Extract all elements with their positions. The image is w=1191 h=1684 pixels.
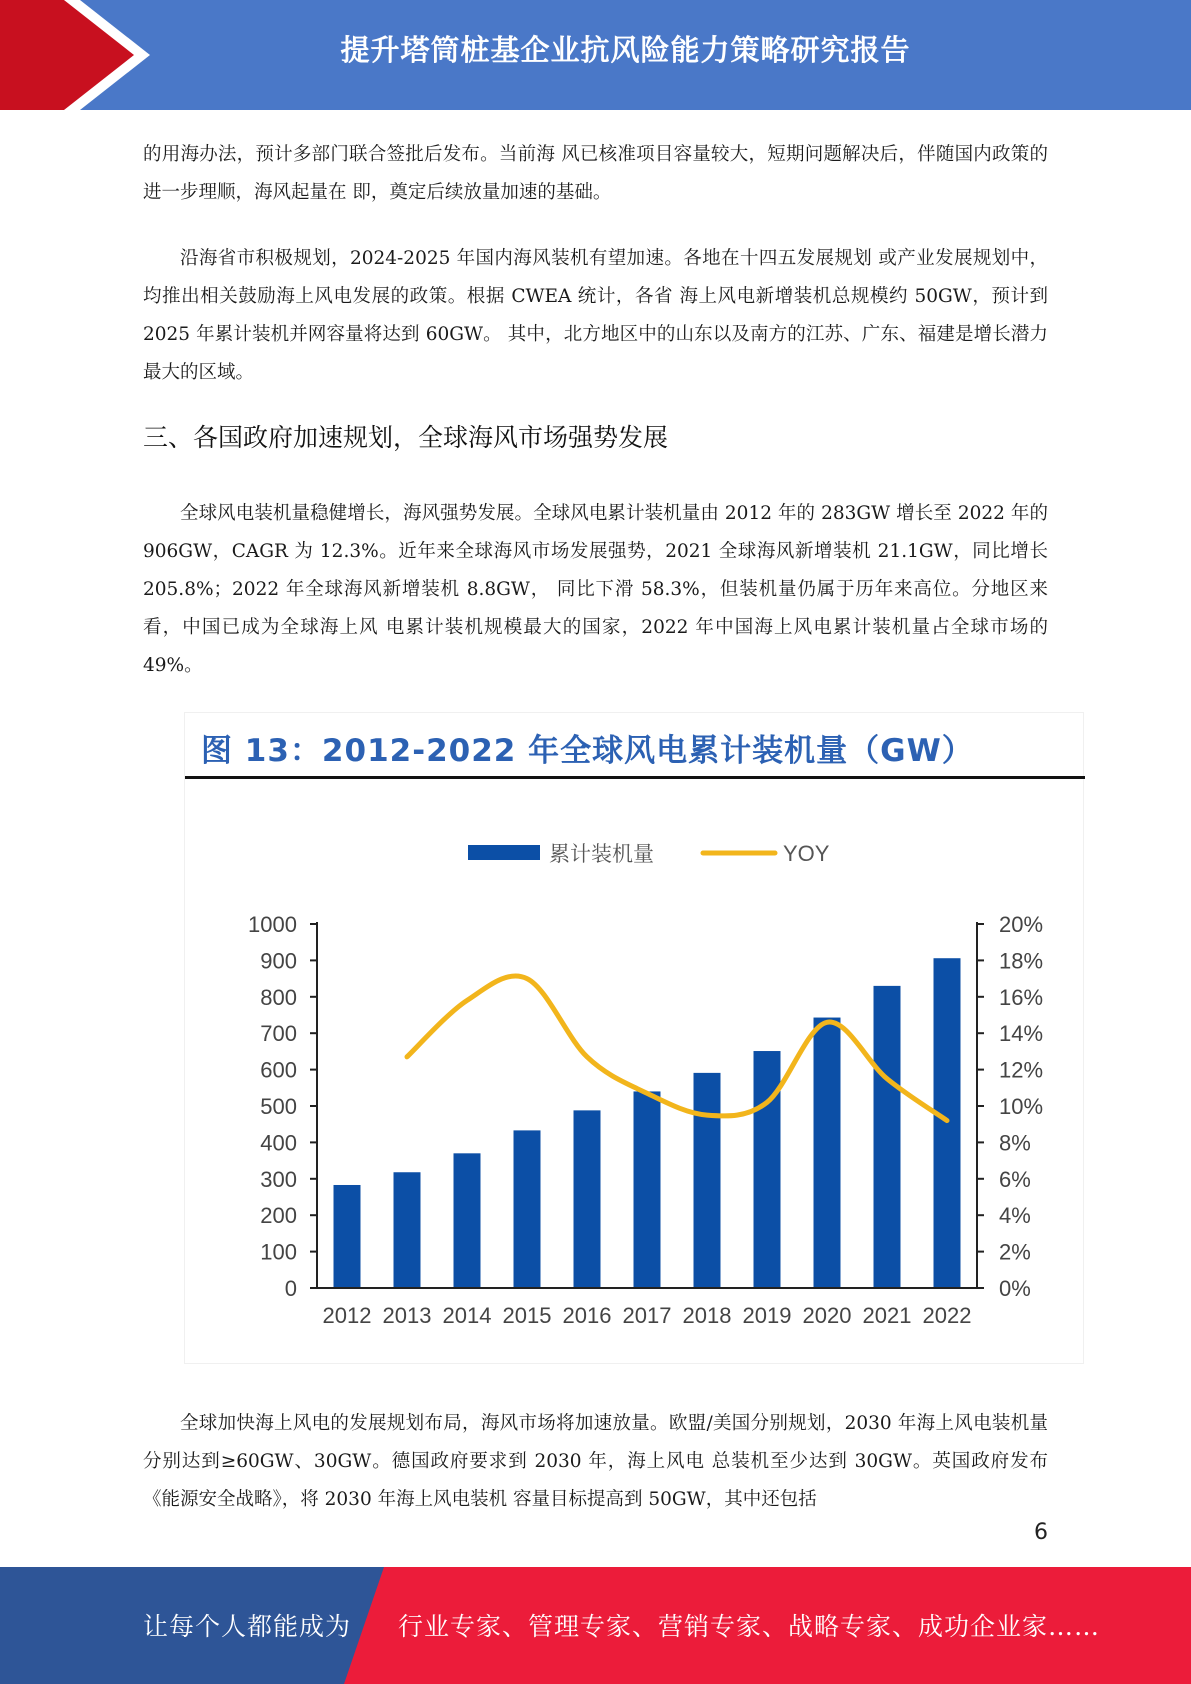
bar-2016	[574, 1110, 601, 1288]
y-left-tick-label-400: 400	[260, 1130, 297, 1156]
y-left-tick-label-100: 100	[260, 1239, 297, 1265]
y-left-tick-label-900: 900	[260, 948, 297, 974]
bar-2013	[394, 1172, 421, 1288]
bar-2020	[814, 1018, 841, 1288]
bar-2018	[694, 1073, 721, 1288]
report-title: 提升塔筒桩基企业抗风险能力策略研究报告	[340, 33, 911, 67]
figure-title-rule	[185, 776, 1085, 779]
legend-label-line: YOY	[783, 841, 830, 866]
y-right-tick-label-0: 0%	[999, 1276, 1031, 1301]
y-left-tick-label-800: 800	[260, 984, 297, 1010]
x-tick-label-2022: 2022	[922, 1303, 972, 1328]
y-right-tick-label-4: 4%	[999, 1203, 1031, 1229]
x-tick-label-2016: 2016	[562, 1303, 612, 1328]
y-right-tick-label-2: 2%	[999, 1239, 1031, 1265]
y-left-tick-label-0: 0	[284, 1276, 297, 1301]
yoy-line	[407, 976, 947, 1121]
y-left-tick-label-500: 500	[260, 1094, 297, 1119]
bar-2022	[934, 958, 961, 1288]
wind-capacity-chart	[185, 783, 1085, 1363]
bar-2015	[514, 1130, 541, 1288]
footer-slogan-left: 让每个人都能成为	[143, 1612, 352, 1641]
figure-13	[184, 712, 1084, 1364]
y-right-tick-label-10: 10%	[999, 1094, 1044, 1119]
x-tick-label-2021: 2021	[862, 1303, 912, 1328]
paragraph-3: 全球风电装机量稳健增长，海风强势发展。全球风电累计装机量由 2012 年的 283GW 增长至 2022 年的 906GW，CAGR 为 12.3%。近年来全球海风市场发展强势，2021 全球海风新增装机 21.1GW，同比增长 205.8%；2022 年全球海风新增装机 8.8GW， 同比下滑 58.3%，但装机量仍属于历年来高位。分地区来看，中国已成为全球海上风 电累计装机规模最大的国家，2022 年中国海上风电累计装机量占全球市场的 49%。	[143, 503, 1048, 676]
x-tick-label-2019: 2019	[742, 1303, 792, 1328]
figure-title: 图 13：2012-2022 年全球风电累计装机量（GW）	[201, 733, 974, 769]
y-right-tick-label-18: 18%	[999, 948, 1044, 974]
y-left-tick-label-200: 200	[260, 1203, 297, 1229]
y-left-tick-label-600: 600	[260, 1057, 297, 1083]
page-footer	[0, 1567, 1191, 1684]
bar-2017	[634, 1091, 661, 1288]
x-tick-label-2014: 2014	[442, 1303, 492, 1328]
footer-slogan-right: 行业专家、管理专家、营销专家、战略专家、成功企业家……	[398, 1612, 1101, 1641]
x-tick-label-2020: 2020	[802, 1303, 852, 1328]
y-left-tick-label-700: 700	[260, 1021, 297, 1047]
x-tick-label-2017: 2017	[622, 1303, 672, 1328]
y-right-tick-label-6: 6%	[999, 1166, 1031, 1192]
y-left-tick-label-300: 300	[260, 1166, 297, 1192]
bar-2021	[874, 986, 901, 1288]
y-right-tick-label-16: 16%	[999, 984, 1044, 1010]
bar-2012	[334, 1185, 361, 1288]
page-number: 6	[1034, 1520, 1048, 1545]
legend-swatch-bar	[468, 845, 540, 860]
y-left-tick-label-1000: 1000	[248, 912, 297, 937]
x-tick-label-2018: 2018	[682, 1303, 732, 1328]
bar-2014	[454, 1153, 481, 1288]
x-tick-label-2015: 2015	[502, 1303, 552, 1328]
paragraph-1: 的用海办法，预计多部门联合签批后发布。当前海 风已核准项目容量较大，短期问题解决后，伴随国内政策的进一步理顺，海风起量在 即，奠定后续放量加速的基础。	[143, 144, 1048, 203]
paragraph-4: 全球加快海上风电的发展规划布局，海风市场将加速放量。欧盟/美国分别规划，2030 年海上风电装机量分别达到≥60GW、30GW。德国政府要求到 2030 年，海上风电 总装机至少达到 30GW。英国政府发布《能源安全战略》，将 2030 年海上风电装机 容量目标提高到 50GW，其中还包括	[143, 1413, 1048, 1510]
section-heading: 三、各国政府加速规划，全球海风市场强势发展	[143, 423, 669, 452]
legend-label-bar: 累计装机量	[549, 843, 654, 866]
paragraph-2: 沿海省市积极规划，2024-2025 年国内海风装机有望加速。各地在十四五发展规划 或产业发展规划中，均推出相关鼓励海上风电发展的政策。根据 CWEA 统计，各省 海上风电新增装机总规模约 50GW，预计到 2025 年累计装机并网容量将达到 60GW。 其中，北方地区中的山东以及南方的江苏、广东、福建是增长潜力最大的区域。	[143, 248, 1048, 383]
y-right-tick-label-20: 20%	[999, 912, 1044, 937]
y-right-tick-label-12: 12%	[999, 1057, 1044, 1083]
x-tick-label-2013: 2013	[382, 1303, 432, 1328]
y-right-tick-label-14: 14%	[999, 1021, 1044, 1047]
x-tick-label-2012: 2012	[322, 1303, 372, 1328]
bar-2019	[754, 1051, 781, 1288]
y-right-tick-label-8: 8%	[999, 1130, 1031, 1156]
page-header	[0, 0, 1191, 110]
